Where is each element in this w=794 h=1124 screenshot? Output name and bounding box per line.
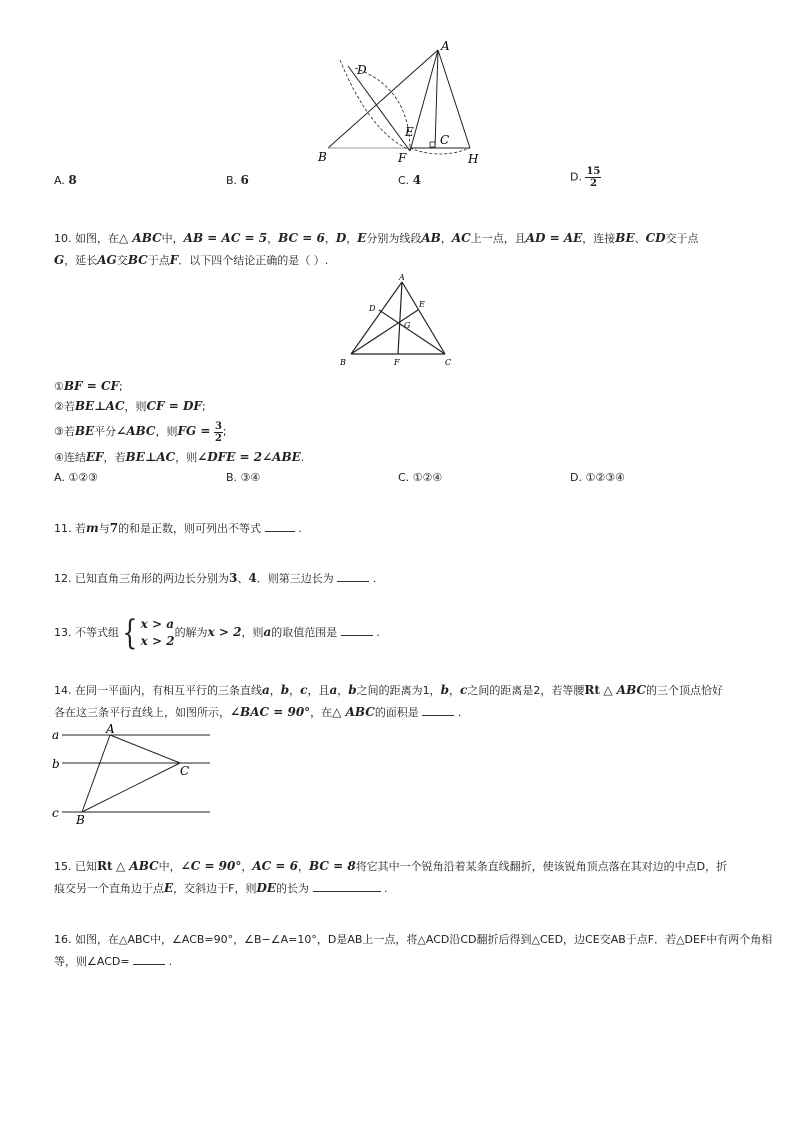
label-c: C <box>445 358 452 367</box>
q16-line1: 16. 如图，在△ABC中，∠ACB=90°，∠B−∠A=10°，D是AB上一点，将△ACD沿CD翻折后得到△CED，边CE交AB于点F．若△DEF中有两个角相 <box>54 933 773 946</box>
label-line-a: a <box>52 728 60 742</box>
q13-answer-blank[interactable] <box>341 625 373 636</box>
q11-answer-blank[interactable] <box>265 521 295 532</box>
figure-q10 <box>335 270 460 370</box>
label-e: E <box>405 125 414 139</box>
segment-af <box>410 50 438 151</box>
q14-line1: 14. 在同一平面内，有相互平行的三条直线a，b，c，且a，b之间的距离为1，b，c之间的距离是2，若等腰Rt △ ABC的三个顶点恰好 <box>54 683 724 697</box>
arc-dashed-3 <box>410 148 470 154</box>
label-e: E <box>419 300 425 309</box>
label-b: B <box>340 358 346 367</box>
q15-line2: 痕交另一个直角边于点E，交斜边于F，则DE的长为 . <box>54 881 388 895</box>
q14-answer-blank[interactable] <box>422 705 454 716</box>
segment-af <box>398 282 402 354</box>
q10-option-b[interactable]: B. ③④ <box>226 471 261 484</box>
label-f: F <box>394 358 400 367</box>
q11-text: 11. 若m与7的和是正数，则可列出不等式 . <box>54 521 302 535</box>
q12-answer-blank[interactable] <box>337 571 369 582</box>
q12-text: 12. 已知直角三角形的两边长分别为3、4．则第三边长为 . <box>54 571 377 585</box>
segment-ac <box>402 282 445 354</box>
inequality-system: x > a x > 2 <box>140 617 175 648</box>
segment-ab <box>351 282 402 354</box>
q10-option-c[interactable]: C. ①②④ <box>398 471 443 484</box>
q10-statement-4: ④连结EF，若BE⊥AC，则∠DFE = 2∠ABE. <box>54 450 305 464</box>
label-c: C <box>180 764 190 778</box>
q16-line2: 等，则∠ACD= . <box>54 955 173 968</box>
brace-symbol: { <box>122 613 138 653</box>
label-line-c: c <box>52 806 59 820</box>
label-line-b: b <box>52 757 60 771</box>
label-b: B <box>76 813 85 827</box>
q9-option-b[interactable]: B. 6 <box>226 173 249 187</box>
q9-option-a[interactable]: A. 8 <box>54 173 77 187</box>
q9-option-d[interactable]: D. $\frac{15}{2}$ <box>570 166 601 189</box>
label-h: H <box>468 152 479 166</box>
q15-line1: 15. 已知Rt △ ABC中，∠C = 90°，AC = 6，BC = 8将它其中一个锐角沿着某条直线翻折，使该锐角顶点落在其对边的中点D，折 <box>54 859 728 873</box>
label-c: C <box>440 133 450 147</box>
segment-ac <box>435 50 438 148</box>
segment-be <box>351 310 418 354</box>
figure-q14 <box>48 722 218 827</box>
q10-line2: G，延长AG交BC于点F．以下四个结论正确的是（ ）. <box>54 253 329 267</box>
label-a: A <box>106 722 115 736</box>
label-a: A <box>399 273 405 282</box>
q15-answer-blank[interactable] <box>313 881 381 892</box>
q9-option-c[interactable]: C. 4 <box>398 173 422 187</box>
segment-cd <box>379 310 445 354</box>
segment-df <box>348 66 410 151</box>
right-angle-mark <box>430 142 435 147</box>
segment-ba <box>328 50 438 148</box>
label-a: A <box>441 39 450 53</box>
q10-option-d[interactable]: D. ①②③④ <box>570 471 625 484</box>
q10-statement-2: ②若BE⊥AC，则CF = DF; <box>54 399 206 413</box>
segment-ac <box>110 735 180 763</box>
q10-statement-1: ①BF = CF; <box>54 379 123 393</box>
q10-statement-3: ③若BE平分∠ABC，则FG = $\frac{3}{2}$ ; <box>54 420 227 444</box>
label-f: F <box>398 151 407 165</box>
label-d: D <box>357 63 367 77</box>
figure-q9 <box>310 38 490 168</box>
q10-option-a[interactable]: A. ①②③ <box>54 471 98 484</box>
q14-line2: 各在这三条平行直线上，如图所示，∠BAC = 90°，在△ ABC的面积是 . <box>54 705 462 719</box>
arc-dashed-2 <box>355 68 410 150</box>
label-b: B <box>318 150 327 164</box>
label-g: G <box>404 321 411 330</box>
label-d: D <box>369 304 376 313</box>
q16-answer-blank[interactable] <box>133 954 165 965</box>
q13-text: 13. 不等式组{ x > a x > 2 的解为x > 2，则a的取值范围是 . <box>54 613 380 653</box>
q10-line1: 10. 如图，在△ ABC中，AB = AC = 5，BC = 6，D，E分别为线段AB，AC上一点，且AD = AE，连接BE、CD交于点 <box>54 231 699 245</box>
